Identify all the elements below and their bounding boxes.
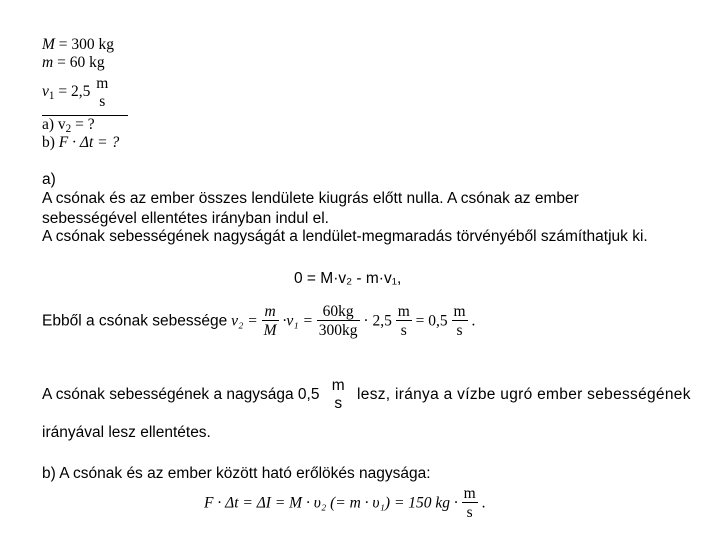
- derivation-end: .: [471, 312, 476, 330]
- velocity-symbol: v: [42, 83, 49, 101]
- impulse-equation: [204, 486, 485, 520]
- part-a-paragraph-2: A csónak sebességének nagyságát a lendület-megmaradás törvényéből számíthatjuk ki.: [42, 228, 648, 245]
- frac2-denominator: 300kg: [318, 321, 358, 339]
- fraction-60-over-300: [317, 304, 360, 338]
- question-a-rest: = ?: [71, 116, 95, 133]
- result-unit-num: m: [331, 377, 345, 394]
- unit-m-per-s-2: [452, 304, 468, 338]
- unit2-numerator: m: [453, 303, 466, 320]
- result-line: [42, 378, 691, 411]
- question-a-sub: 2: [65, 122, 72, 135]
- unit-m-per-s-1: [396, 304, 412, 338]
- unit1-denominator: s: [396, 320, 412, 339]
- unit-numerator: m: [96, 75, 109, 92]
- result-unit: [330, 378, 347, 411]
- impulse-unit-den: s: [462, 502, 478, 521]
- question-b: [42, 134, 119, 152]
- velocity-subscript: 1: [48, 89, 55, 102]
- unit-denominator: s: [99, 92, 106, 110]
- impulse-end: .: [481, 494, 486, 512]
- result-line-2: irányával lesz ellentétes.: [42, 424, 211, 441]
- derivation-v2: v₂ =: [231, 312, 258, 330]
- question-a-label: a) v: [42, 116, 66, 133]
- result-post: lesz, iránya a vízbe ugró ember sebességének: [357, 385, 691, 403]
- given-mass-boat: M = 300 kg: [42, 36, 115, 53]
- result-pre: A csónak sebességének a nagysága 0,5: [42, 385, 320, 403]
- derivation-line: [42, 304, 475, 338]
- impulse-unit: [462, 486, 478, 520]
- momentum-equation: 0 = M·v₂ - m·v₁,: [294, 270, 402, 287]
- velocity-unit: [94, 76, 110, 109]
- question-a: [42, 116, 95, 135]
- part-a-label: a): [42, 171, 56, 188]
- question-b-expr: F · Δt = ?: [58, 134, 120, 151]
- derivation-equals-val: = 0,5: [415, 312, 448, 330]
- impulse-expr: F · Δt = ΔI = M · υ₂ (= m · υ₁) = 150 kg ·: [204, 494, 458, 512]
- part-b-intro: b) A csónak és az ember között ható erőlökés nagysága:: [42, 465, 431, 482]
- impulse-unit-num: m: [463, 485, 476, 502]
- given-mass-man: m = 60 kg: [42, 54, 105, 71]
- frac1-denominator: M: [263, 321, 277, 339]
- fraction-m-over-M: [262, 304, 279, 338]
- unit2-denominator: s: [452, 320, 468, 339]
- frac2-numerator: 60kg: [322, 303, 354, 320]
- given-velocity: [42, 76, 110, 109]
- derivation-mult-v1: ·v₁ =: [282, 312, 313, 330]
- derivation-mult-val: · 2,5: [363, 312, 392, 330]
- question-b-label: b): [42, 134, 55, 151]
- part-a-paragraph-1: A csónak és az ember összes lendülete kiugrás előtt nulla. A csónak az ember sebességével ellentétes irányban indul el.: [42, 190, 579, 227]
- velocity-value: = 2,5: [58, 83, 91, 101]
- result-unit-den: s: [334, 394, 343, 412]
- derivation-prefix: Ebből a csónak sebessége: [42, 312, 228, 330]
- unit1-numerator: m: [397, 303, 410, 320]
- frac1-numerator: m: [264, 303, 276, 320]
